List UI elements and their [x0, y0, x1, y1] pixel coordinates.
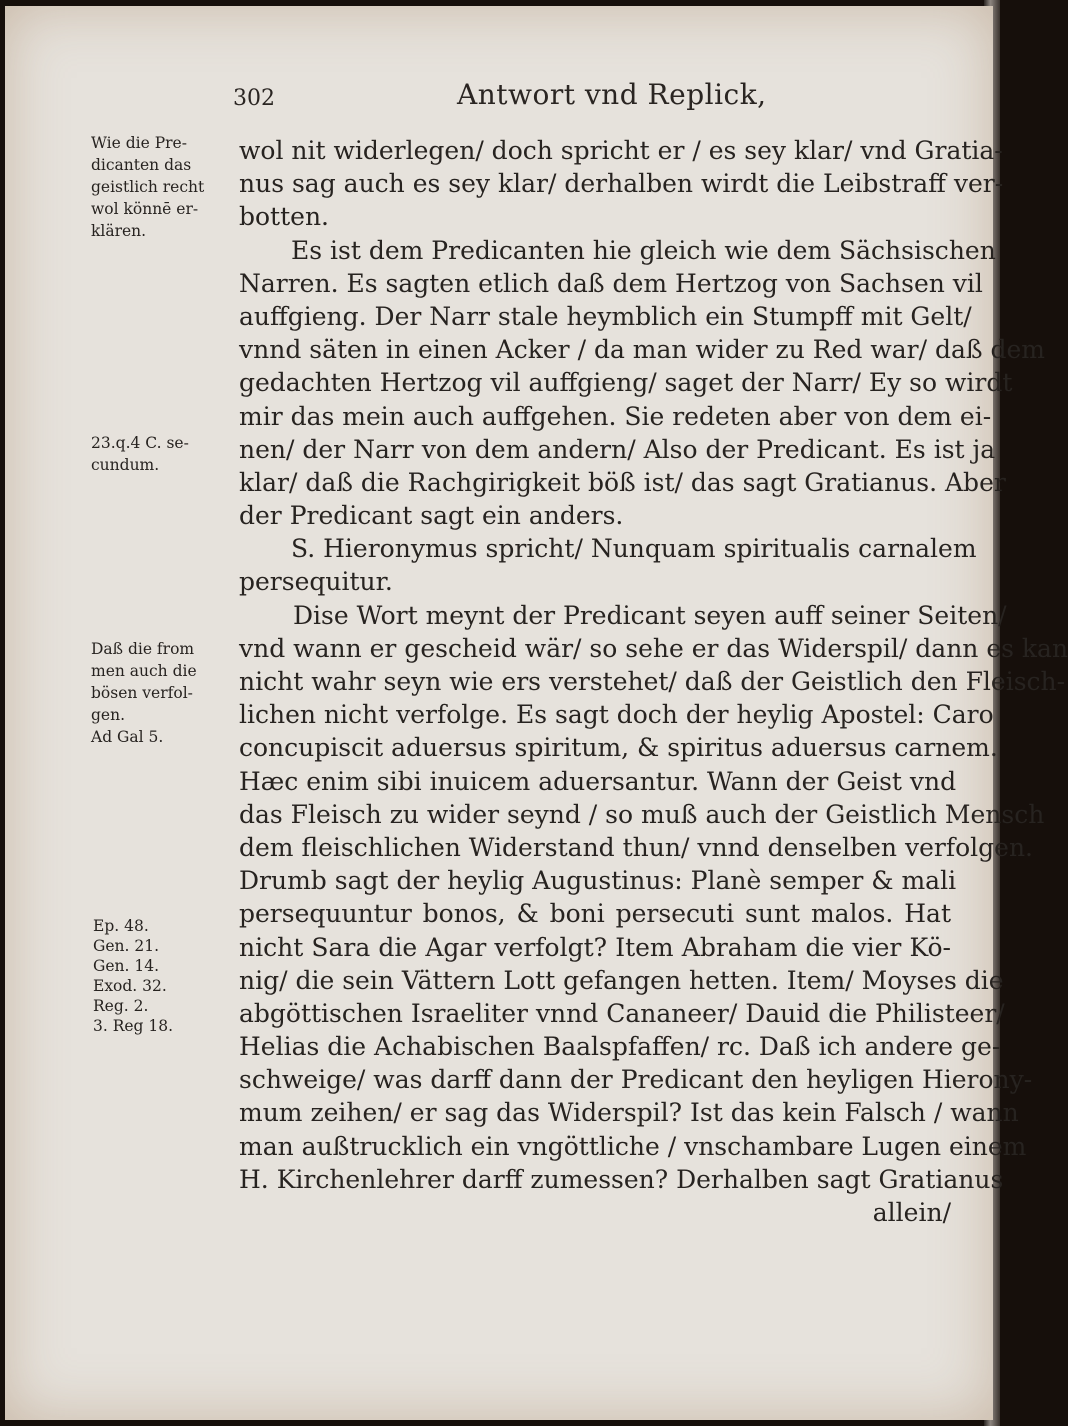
text-line: man außtrucklich ein vngöttliche / vnschambare Lugen einem [239, 1131, 1027, 1161]
text-line: H. Kirchenlehrer darff zumessen? Derhalben sagt Gratianus [239, 1164, 1004, 1194]
text-line: nus sag auch es sey klar/ derhalben wirdt die Leibstraff ver- [239, 169, 1004, 199]
text-line: botten. [239, 202, 329, 232]
text-line: mum zeihen/ er sag das Widerspil? Ist das kein Falsch / wann [239, 1098, 1019, 1128]
margin-note-line: Daß die from [91, 640, 195, 658]
margin-reference: Ep. 48. [93, 917, 149, 935]
text-line: nig/ die sein Vättern Lott gefangen hetten. Item/ Moyses die [239, 965, 1004, 995]
text-line: mir das mein auch auffgehen. Sie redeten aber von dem ei- [239, 401, 992, 431]
margin-reference: Gen. 21. [93, 937, 160, 955]
margin-note-line: Ad Gal 5. [91, 728, 164, 746]
text-line: abgöttischen Israeliter vnnd Cananeer/ Dauid die Philisteer/ [239, 998, 1005, 1028]
margin-note-1 [91, 132, 204, 242]
margin-note-line: geistlich recht [91, 178, 205, 196]
margin-note-line: klären. [91, 222, 147, 240]
margin-note-line: 23.q.4 C. se- [91, 434, 189, 452]
margin-note-line: dicanten das [91, 156, 192, 174]
text-line: wol nit widerlegen/ doch spricht er / es sey klar/ vnd Gratia- [239, 136, 1003, 165]
margin-note-2 [91, 432, 189, 476]
text-line: vnd wann er gescheid wär/ so sehe er das Widerspil/ dann es kan [239, 633, 1068, 663]
text-line: Narren. Es sagten etlich daß dem Hertzog von Sachsen vil [239, 268, 983, 298]
margin-note-line: Wie die Pre- [91, 134, 187, 152]
margin-note-line: bösen verfol- [91, 684, 193, 702]
page-number: 302 [233, 86, 275, 111]
text-line: schweige/ was darff dann der Predicant den heyligen Hierony- [239, 1065, 1033, 1095]
text-line: S. Hieronymus spricht/ Nunquam spiritualis carnalem [291, 534, 977, 564]
text-line: das Fleisch zu wider seynd / so muß auch der Geistlich Mensch [239, 799, 1045, 829]
text-line: Es ist dem Predicanten hie gleich wie dem Sächsischen [291, 235, 996, 265]
margin-reference: 3. Reg 18. [93, 1017, 174, 1035]
text-line: dem fleischlichen Widerstand thun/ vnnd denselben verfolgen. [239, 832, 1033, 862]
margin-note-line: cundum. [91, 456, 160, 474]
text-line: nicht wahr seyn wie ers verstehet/ daß der Geistlich den Fleisch- [239, 667, 1066, 696]
text-line: persequitur. [239, 567, 393, 597]
text-line: vnnd säten in einen Acker / da man wider zu Red war/ daß dem [239, 335, 1046, 365]
margin-references [93, 916, 173, 1036]
text-line: Hæc enim sibi inuicem aduersantur. Wann der Geist vnd [239, 766, 957, 796]
margin-note-line: men auch die [91, 662, 197, 680]
text-line: persequuntur bonos, & boni persecuti sunt malos. Hat [239, 899, 951, 929]
margin-note-3 [91, 638, 197, 748]
margin-note-line: gen. [91, 706, 126, 724]
text-line: der Predicant sagt ein anders. [239, 501, 624, 531]
text-line: Helias die Achabischen Baalspfaffen/ rc. Daß ich andere ge- [239, 1032, 1001, 1062]
text-line: klar/ daß die Rachgirigkeit böß ist/ das sagt Gratianus. Aber [239, 467, 1006, 497]
text-line: nicht Sara die Agar verfolgt? Item Abraham die vier Kö- [239, 932, 951, 962]
text-line: concupiscit aduersus spiritum, & spiritus aduersus carnem. [239, 733, 998, 763]
margin-reference: Exod. 32. [93, 977, 167, 995]
text-line: auffgieng. Der Narr stale heymblich ein Stumpff mit Gelt/ [239, 301, 972, 331]
text-line: Drumb sagt der heylig Augustinus: Planè semper & mali [239, 866, 957, 896]
text-line: gedachten Hertzog vil auffgieng/ saget der Narr/ Ey so wirdt [239, 368, 1013, 398]
text-line: Dise Wort meynt der Predicant seyen auff seiner Seiten/ [293, 600, 1007, 630]
margin-reference: Gen. 14. [93, 957, 160, 975]
text-line: lichen nicht verfolge. Es sagt doch der heylig Apostel: Caro [239, 700, 994, 730]
running-title: Antwort vnd Replick, [457, 78, 767, 111]
margin-note-line: wol könnē er- [91, 200, 199, 218]
body-text [239, 134, 1068, 1229]
text-line: nen/ der Narr von dem andern/ Also der Predicant. Es ist ja [239, 434, 996, 464]
book-page [5, 6, 1068, 1420]
margin-reference: Reg. 2. [93, 997, 149, 1015]
catchword: allein/ [872, 1198, 951, 1227]
